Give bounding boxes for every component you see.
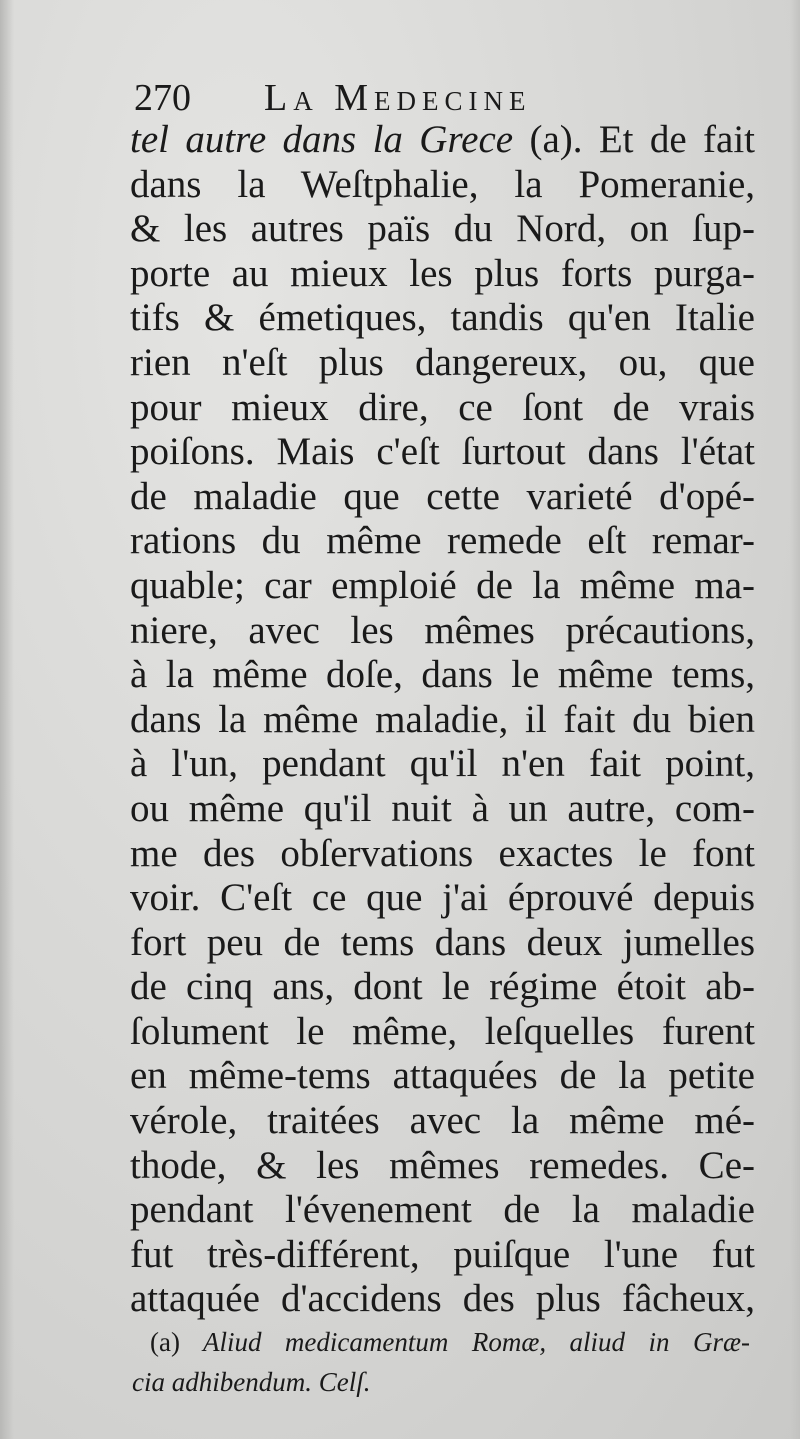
page-header — [134, 72, 754, 122]
text-line: de cinq ans, dont le régime étoit ab- — [130, 965, 755, 1009]
text-line: à la même doſe, dans le même tems, — [130, 653, 755, 697]
text-line: de maladie que cette varieté d'opé- — [130, 474, 755, 518]
text-line: rations du même remede eſt remar- — [130, 519, 755, 563]
text-line: tifs & émetiques, tandis qu'en Italie — [130, 296, 755, 340]
footnote-line — [150, 1322, 750, 1362]
footnote-line: cia adhibendum. Celſ. — [132, 1367, 371, 1397]
text-line: pendant l'évenement de la maladie — [130, 1188, 755, 1232]
text-line: & les autres païs du Nord, on ſup- — [130, 207, 755, 251]
text-line: me des obſervations exactes le font — [130, 831, 755, 875]
page-number: 270 — [134, 77, 191, 119]
page-edge-shadow — [790, 0, 800, 1439]
text-line: poiſons. Mais c'eſt ſurtout dans l'état — [130, 430, 755, 474]
text-line — [130, 118, 755, 163]
italic-phrase: tel autre dans la Grece — [130, 118, 514, 161]
text-line: rien n'eſt plus dangereux, ou, que — [130, 340, 755, 384]
text-line: dans la même maladie, il fait du bien — [130, 697, 755, 741]
body-text — [130, 118, 755, 1322]
text-line: voir. C'eſt ce que j'ai éprouvé depuis — [130, 876, 755, 920]
text-line: pour mieux dire, ce ſont de vrais — [130, 385, 755, 429]
page-gutter-shadow — [0, 0, 14, 1439]
text-line: vérole, traitées avec la même mé- — [130, 1099, 755, 1143]
text-line: thode, & les mêmes remedes. Ce- — [130, 1143, 755, 1187]
text-line: en même-tems attaquées de la petite — [130, 1054, 755, 1098]
text-line: dans la Weſtphalie, la Pomeranie, — [130, 162, 755, 206]
running-head: La Medecine — [264, 77, 532, 119]
footnote-marker: (a) — [150, 1327, 180, 1357]
text-line: porte au mieux les plus forts purga- — [130, 251, 755, 295]
text-line: quable; car emploié de la même ma- — [130, 563, 755, 607]
text-line-rest: (a). Et de fait — [513, 118, 755, 161]
text-line: attaquée d'accidens des plus fâcheux, — [130, 1277, 755, 1321]
text-line: niere, avec les mêmes précautions, — [130, 608, 755, 652]
text-line: ſolument le même, leſquelles furent — [130, 1009, 755, 1053]
text-line: ou même qu'il nuit à un autre, com- — [130, 786, 755, 830]
footnote — [132, 1322, 750, 1402]
text-line: à l'un, pendant qu'il n'en fait point, — [130, 742, 755, 786]
text-line: fort peu de tems dans deux jumelles — [130, 920, 755, 964]
footnote-text: Aliud medicamentum Romæ, aliud in Græ- — [179, 1327, 750, 1357]
text-line: fut très-différent, puiſque l'une fut — [130, 1232, 755, 1276]
